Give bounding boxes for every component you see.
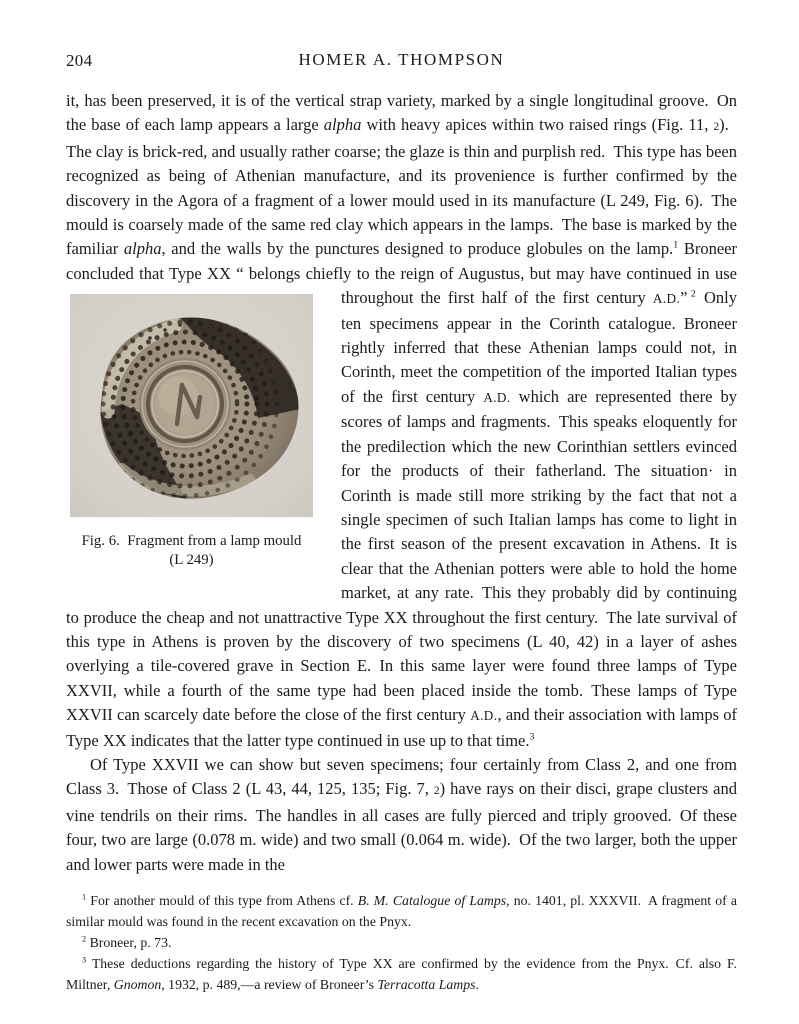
footnote-1: $^1$ For another mould of this type from Athens cf. B. M. Catalogue of Lamps, no. 1401, pl. XXXVII. A fragment of a similar mould was found in the recent excavation on the Pnyx. xyxy=(66,892,737,929)
figure-caption-line2: (L 249) xyxy=(169,552,214,569)
page-number: 204 xyxy=(66,51,93,70)
footnote-3: $^3$ These deductions regarding the history of Type XX are confirmed by the evidence from the Pnyx. Cf. also F. Miltner, Gnomon, 1932, p. 489,—a review of Broneer’s Terracotta Lamps. xyxy=(66,955,737,992)
figure-caption-line1: Fig. 6. Fragment from a lamp mould xyxy=(81,533,302,550)
para2-text: Of Type XXVII we can show but seven specimens; four certainly from Class 2, and one from Class 3. Those of Class 2 (L 43, 44, 125, 135; Fig. 7, 2) have rays on their disci, grape clusters and vine tendrils on their rims. The handles in all cases are fully pierced and triply grooved. Of these four, two are large (0.078 m. wide) and two small (0.064 m. wide). Of the two larger, both the upper and lower parts were made in the xyxy=(66,754,737,874)
para1-part-b: have continued in use throughout the first half of the first century A.D.” $^2$ Only ten specimens appear in the Corinth catalogue. Broneer rightly inferred that these Athenian lamps could not, in Corinth, meet the competition of the imported Italian types of the first century A.D. which are represented there by scores of lamps and fragments. This speaks eloquently for the predilection which the new Corinthian settlers evinced for the products of their fatherland. The situation· in Corinth is made still more striking by the fact that not a single specimen of such Italian lamps has come to light in the first season of the present excavation in Athens. It is clear that the Athenian potters were able to hold the home market, at any rate. This they probably did by continuing to produce the cheap and not unattractive Type XX throughout the first century. The late survival of this type in Athens is proven by the discovery of two specimens (L 40, 42) in a layer of ashes overlying a tile-covered grave in Section E. In this same layer were found three lamps of Type XXVII, while a fourth of the same type had been placed inside the tomb. These lamps of Type XXVII can scarcely date before the close of the first century A.D., and their association with lamps of Type XX indicates that the latter type continued in use up to that time.$^3$ xyxy=(66,263,738,750)
footnote-2: $^2$ Broneer, p. 73. xyxy=(82,934,172,950)
paragraph-1 xyxy=(66,89,737,753)
page-header xyxy=(66,50,737,72)
figure-6 xyxy=(70,294,313,570)
paragraph-2 xyxy=(66,753,737,877)
para1-part-a: it, has been preserved, it is of the vertical strap variety, marked by a single longitudinal groove. On the base of each lamp appears a large alpha with heavy apices within two raised rings (Fig. 11, 2). The clay is brick-red, and usually rather coarse; the glaze is thin and purplish red. This type has been recognized as being of Athenian manufacture, and its provenience is further confirmed by the discovery in the Agora of a fragment of a lower mould used in its manufacture (L 249, Fig. 6). The mould is coarsely made of the same red clay which appears in the lamps. The base is marked by the familiar alpha, and the walls by the punctures designed to produce globules on the lamp.$^1$ Broneer concluded that Type XX “ belongs chiefly to the reign of Augustus, but may xyxy=(66,91,737,283)
running-head: HOMER A. THOMPSON xyxy=(298,50,505,69)
lamp-mould-photo xyxy=(70,294,313,517)
figure-caption xyxy=(70,532,313,570)
footnotes xyxy=(66,890,737,995)
article-body xyxy=(66,89,737,995)
